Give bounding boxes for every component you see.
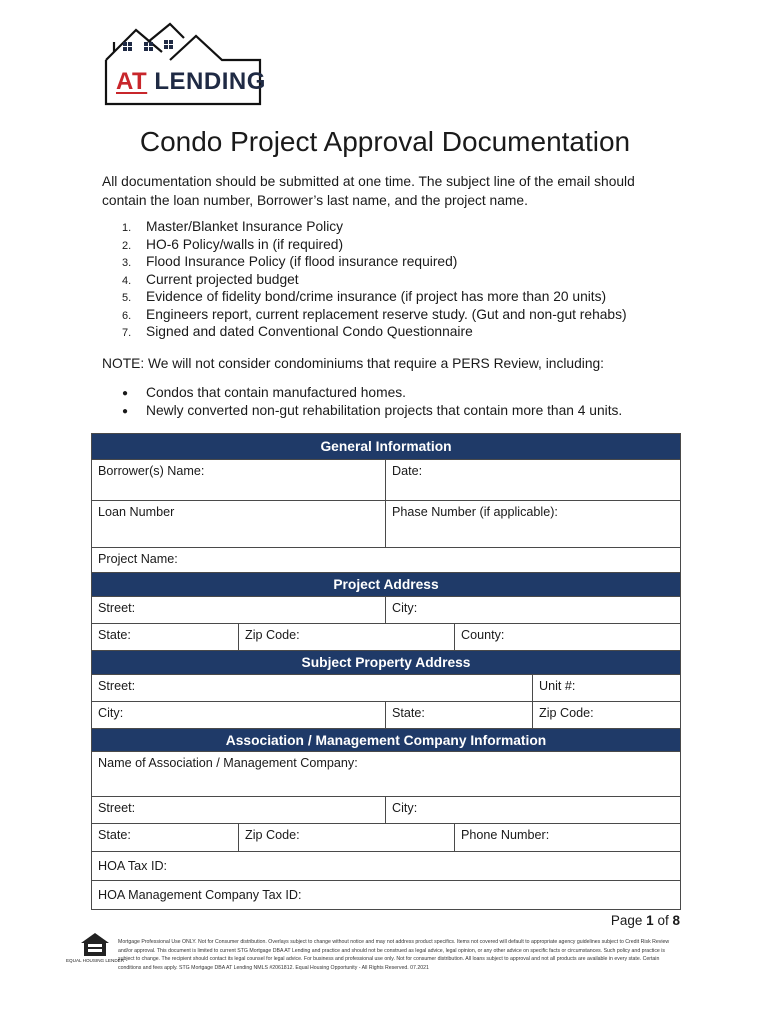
association-phone-field[interactable]: Phone Number: [454, 824, 680, 851]
section-title: Association / Management Company Information [225, 732, 547, 748]
subject-property-header [92, 650, 680, 674]
subject-zip-field[interactable]: Zip Code: [532, 702, 680, 728]
list-text: Condos that contain manufactured homes. [146, 385, 406, 400]
list-item [122, 271, 627, 289]
subject-city-field[interactable]: City: [98, 706, 124, 720]
project-address-header [92, 572, 680, 596]
list-text: Current projected budget [146, 271, 299, 287]
bullet: ● [122, 388, 129, 399]
association-state-field[interactable]: State: [98, 828, 131, 842]
association-header [92, 728, 680, 751]
general-info-header [92, 434, 680, 459]
form-row [92, 459, 680, 500]
disclaimer-text: Mortgage Professional Use ONLY. Not for Consumer distribution. Overlays subject to change without notice and may not address product specifics. Items not covered will default to appropriate agency guidelines subject to Credit Risk Review and/or approval. This document is limited to current STG Mortgage DBA AT Lending and practice and should not be construed as legal advice, legal opinion, or any other advice on specific facts or circumstances. Such policy and practice is subject to change. The recipient should contact its legal counsel for legal advice. For business and professional use only. Not for consumer distribution. All loans subject to approval and not all products are available in every state. Certain conditions and fees apply. STG Mortgage DBA AT Lending NMLS #2061812. Equal Housing Opportunity - All Rights Reserved. 07.2021 [118, 939, 670, 971]
list-text: Master/Blanket Insurance Policy [146, 219, 344, 234]
list-item [122, 306, 627, 324]
project-state-field[interactable]: State: [98, 628, 131, 642]
note-text: NOTE: We will not consider condominiums that require a PERS Review, including: [102, 356, 605, 371]
section-title: Subject Property Address [301, 655, 471, 670]
list-number: 7. [122, 327, 132, 339]
list-number: 6. [122, 309, 132, 322]
logo-wordmark [116, 68, 266, 96]
loan-number-field[interactable]: Loan Number [98, 505, 175, 519]
list-number: 5. [122, 292, 132, 304]
page-word: Page [610, 913, 643, 928]
of-word: of [657, 913, 669, 928]
date-field[interactable]: Date: [385, 460, 680, 500]
list-text: Signed and dated Conventional Condo Questionnaire [146, 324, 473, 339]
list-number: 1. [122, 222, 132, 234]
form-row [92, 500, 680, 547]
form-row [92, 547, 680, 572]
excluded-list [122, 384, 622, 420]
hoa-mgmt-tax-id-field[interactable]: HOA Management Company Tax ID: [98, 888, 302, 902]
page-title: Condo Project Approval Documentation [139, 126, 631, 157]
required-docs-list [122, 218, 627, 341]
page-total: 8 [672, 913, 680, 928]
at-lending-logo [100, 22, 270, 112]
project-name-field[interactable]: Project Name: [98, 552, 178, 566]
list-number: 4. [122, 274, 132, 287]
subject-street-field[interactable]: Street: [98, 679, 136, 693]
form-row [92, 796, 680, 823]
eho-label: EQUAL HOUSING LENDER [65, 958, 125, 963]
form-row [92, 751, 680, 796]
form-row [92, 596, 680, 623]
subject-unit-field[interactable]: Unit #: [532, 675, 680, 701]
list-item [122, 218, 627, 236]
form-row [92, 880, 680, 909]
equal-housing-icon [65, 932, 125, 968]
project-street-field[interactable]: Street: [98, 601, 136, 615]
subject-state-field[interactable]: State: [385, 702, 532, 728]
form-row [92, 823, 680, 851]
association-city-field[interactable]: City: [385, 797, 680, 823]
list-item [122, 288, 627, 306]
list-text: Engineers report, current replacement reserve study. (Gut and non-gut rehabs) [146, 306, 627, 322]
page-current: 1 [646, 913, 654, 928]
bullet: ● [122, 406, 129, 417]
list-item [122, 384, 622, 402]
project-county-field[interactable]: County: [454, 624, 680, 650]
list-text: Flood Insurance Policy (if flood insurance required) [146, 254, 458, 269]
project-zip-field[interactable]: Zip Code: [238, 624, 454, 650]
form-row [92, 701, 680, 728]
association-zip-field[interactable]: Zip Code: [238, 824, 454, 851]
form-row [92, 851, 680, 880]
page-number [611, 913, 680, 928]
list-text: HO-6 Policy/walls in (if required) [146, 236, 344, 252]
list-text: Evidence of fidelity bond/crime insurance (if project has more than 20 units) [146, 289, 607, 304]
project-city-field[interactable]: City: [385, 597, 680, 623]
list-item [122, 323, 627, 341]
borrower-name-field[interactable]: Borrower(s) Name: [98, 464, 205, 478]
section-title: General Information [320, 439, 452, 454]
list-number: 3. [122, 257, 132, 269]
phase-number-field[interactable]: Phase Number (if applicable): [385, 501, 680, 547]
list-item [122, 236, 627, 254]
logo-at: AT [116, 68, 148, 95]
list-item [122, 253, 627, 271]
form-row [92, 623, 680, 650]
intro-text: All documentation should be submitted at one time. The subject line of the email should contain the loan number, Borrower’s last name, and the project name. [102, 174, 635, 208]
form-row [92, 674, 680, 701]
association-street-field[interactable]: Street: [98, 801, 136, 815]
list-item [122, 402, 622, 420]
logo-lending: LENDING [154, 68, 266, 95]
list-number: 2. [122, 239, 132, 252]
association-name-field[interactable]: Name of Association / Management Company: [98, 756, 358, 770]
section-title: Project Address [333, 577, 439, 592]
list-text: Newly converted non-gut rehabilitation projects that contain more than 4 units. [146, 403, 623, 418]
hoa-tax-id-field[interactable]: HOA Tax ID: [98, 859, 168, 873]
approval-form [91, 433, 681, 910]
